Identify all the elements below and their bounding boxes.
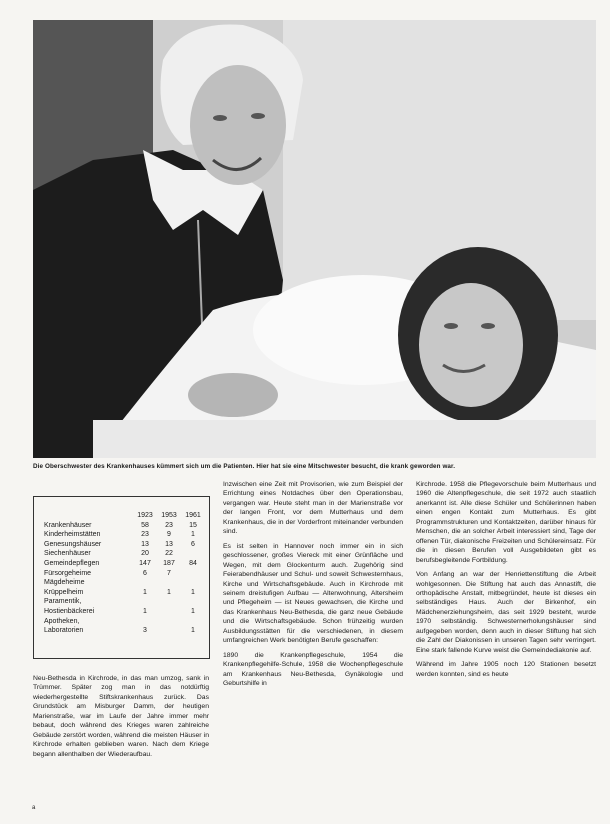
text-column-3 — [416, 480, 596, 684]
table-cell: 6 — [191, 540, 195, 548]
table-body — [44, 521, 205, 636]
table-cell: 147 — [139, 559, 151, 567]
table-row-label: Mägdeheime — [44, 579, 85, 587]
table-header-cell: 1961 — [185, 512, 201, 519]
table-row-label: Krüppelheim — [44, 588, 84, 596]
table-cell — [157, 597, 181, 607]
table-header-cell: 1953 — [161, 512, 177, 519]
table-cell — [133, 617, 157, 627]
table-row-label: Hostienbäckerei — [44, 607, 95, 615]
table-row — [44, 597, 205, 607]
table-row-label: Paramentik, — [44, 598, 82, 606]
body-paragraph: Von Anfang an war der Henriettenstiftung die Arbeit wohlgesonnen. Die Stiftung hat auch das Annastift, die orthopädische Anstalt, mitbegründet, heute ist dieses ein selbständiges Haus. Auch der Birkenhof, ein Mädchenerziehungsheim, das seit 1929 besteht, wurde 1970 selbständig. Schwesternerholungshäuser sind aufgegeben worden, denn auch in dieser Stiftung hat sich die Zahl der Diakonissen in unseren Tagen sehr verringert. Eine stark fallende Kurve weist die Gemeindediakonie auf. — [416, 571, 596, 654]
table-header-cell: 1923 — [137, 512, 153, 519]
table-cell — [157, 578, 181, 588]
table-cell: 3 — [143, 627, 147, 635]
table-row — [44, 559, 205, 569]
text-column-1 — [33, 674, 209, 764]
table-row — [44, 549, 205, 559]
body-paragraph: Kirchrode. 1958 die Pflegevorschule beim Mutterhaus und 1960 die Altenpflegeschule, die seit 1972 auch staatlich anerkannt ist. Alle diese Schüler und Schülerinnen haben einen engen Kontakt zum Mutterhaus. Es gibt Programmstrukturen und Kontaktzeiten, darüber hinaus für Menschen, die an solcher Arbeit interessiert sind, Tage der offenen Tür, diakonische Freizeiten und Schülereinsatz. Für die in diesen Berufen voll Ausgebildeten gibt es berufsbegleitende Fortbildung. — [416, 481, 596, 564]
table-cell: 13 — [141, 540, 149, 548]
table-row-label: Kinderheimstätten — [44, 531, 101, 539]
table-cell — [181, 597, 205, 607]
table-row-label: Krankenhäuser — [44, 521, 92, 529]
text-column-2 — [223, 480, 403, 694]
table-cell: 1 — [191, 588, 195, 596]
table-cell — [181, 617, 205, 627]
table-row-label: Siechenhäuser — [44, 550, 91, 558]
table-cell: 7 — [167, 569, 171, 577]
body-paragraph: 1890 die Krankenpflegeschule, 1954 die Krankenpflegehilfe-Schule, 1958 die Wochenpflegeschule am Krankenhaus Neu-Bethesda, Gynäkologie und Geburtshilfe in — [223, 651, 403, 688]
table-cell: 23 — [141, 531, 149, 539]
table-cell — [157, 617, 181, 627]
table-row — [44, 617, 205, 627]
table-cell — [181, 549, 205, 559]
table-cell: 84 — [189, 559, 197, 567]
photo-illustration — [33, 20, 596, 458]
statistics-table-box — [33, 496, 210, 659]
body-paragraph: Neu-Bethesda in Kirchrode, in das man umzog, sank in Trümmer. Später zog man in das notdürftig wiederhergestellte Stiftskrankenhaus zurück. Das Grundstück am Misburger Damm, der heutigen Marienstraße, war im Laufe der Jahre immer mehr bebaut, doch während des Krieges waren zahlreiche Gebäude zerstört worden, während die meisten Häuser in Kirchrode erhalten geblieben waren. Nach dem Kriege begann allenthalben der Wiederaufbau. — [33, 675, 209, 758]
table-row — [44, 530, 205, 540]
page-mark: a — [32, 805, 36, 811]
table-cell: 187 — [163, 559, 175, 567]
table-cell — [133, 597, 157, 607]
table-cell: 1 — [143, 607, 147, 615]
table-header-row — [44, 511, 205, 521]
table-header-cell — [44, 511, 133, 521]
table-cell — [181, 578, 205, 588]
table-row — [44, 540, 205, 550]
table-cell — [133, 578, 157, 588]
table-cell: 1 — [143, 588, 147, 596]
table-row-label: Fürsorgeheime — [44, 569, 92, 577]
table-row — [44, 607, 205, 617]
body-paragraph: Inzwischen eine Zeit mit Provisorien, wie zum Beispiel der Errichtung eines Notdaches über den Operationsbau, vergangen war. Heute steht man in der Marienstraße vor der langen Front, vor dem Mutterhaus und dem Krankenhaus, die in der Vorderfront miteinander verbunden sind. — [223, 481, 403, 536]
table-row — [44, 588, 205, 598]
table-row-label: Genesungshäuser — [44, 540, 102, 548]
table-row — [44, 626, 205, 636]
table-cell: 13 — [165, 540, 173, 548]
photo-caption: Die Oberschwester des Krankenhauses kümmert sich um die Patienten. Hier hat sie eine Mitschwester besucht, die krank geworden war. — [33, 463, 456, 470]
table-cell: 1 — [191, 627, 195, 635]
table-row — [44, 521, 205, 531]
table-row-label: Gemeindepflegen — [44, 559, 100, 567]
table-cell: 9 — [167, 531, 171, 539]
table-cell: 1 — [191, 607, 195, 615]
table-row — [44, 569, 205, 579]
table-cell: 58 — [141, 521, 149, 529]
table-cell: 20 — [141, 550, 149, 558]
table-cell — [157, 607, 181, 617]
body-paragraph: Während im Jahre 1905 noch 120 Stationen besetzt werden konnten, sind es heute — [416, 661, 596, 678]
statistics-table — [44, 511, 205, 636]
table-row — [44, 578, 205, 588]
table-row-label: Apotheken, — [44, 617, 80, 625]
table-row-label: Laboratorien — [44, 627, 84, 635]
body-paragraph: Es ist selten in Hannover noch immer ein in sich geschlossener, großes Viereck mit einer Grünfläche und Wegen, mit dem Glockenturm auch. Zugehörig sind Feierabendhäuser und Schul- und soweit Schwesternhaus, Kirche und Wirtschaftsgebäude. Auch in Kirchrode mit seinem dreistufigen Aufbau — Altenwohnung, Altersheim und Pflegeheim — ist Neues gewachsen, die Kirche und das Krankenhaus Neu-Bethesda, die ganz neue Gebäude und die Wirtschaftsgebäude. Schon frühzeitig wurden Ausbildungsstätten für die verschiedenen, in diesem umfangreichen Werk benötigten Berufe geschaffen: — [223, 542, 403, 645]
hospital-photo — [33, 20, 596, 458]
table-cell: 1 — [191, 531, 195, 539]
table-cell — [157, 626, 181, 636]
table-cell: 1 — [167, 588, 171, 596]
table-cell: 23 — [165, 521, 173, 529]
table-cell: 6 — [143, 569, 147, 577]
table-cell: 15 — [189, 521, 197, 529]
table-cell — [181, 569, 205, 579]
table-cell: 22 — [165, 550, 173, 558]
